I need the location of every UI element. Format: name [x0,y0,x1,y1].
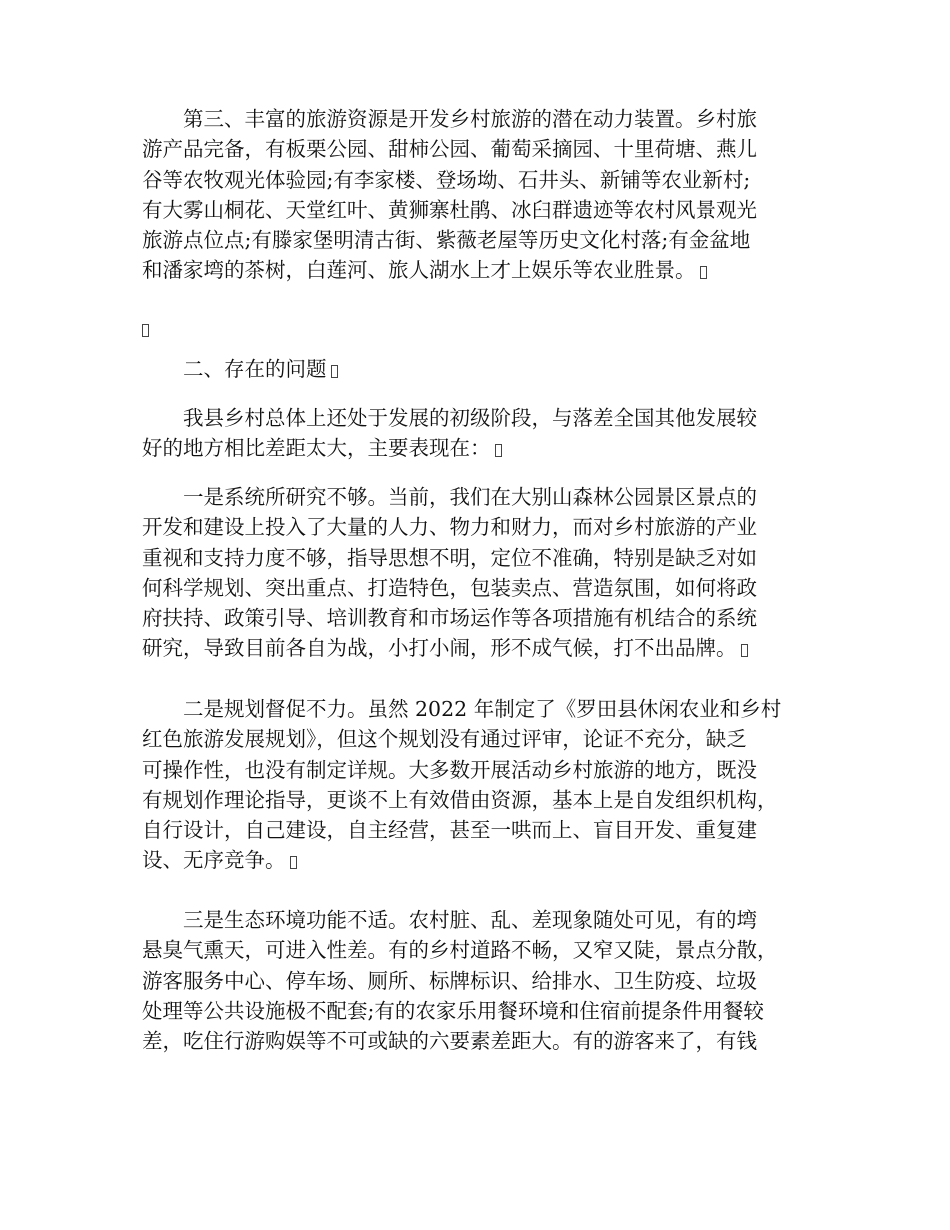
text-line: 有规划作理论指导，更谈不上有效借由资源，基本上是自发组织机构， [142,787,778,812]
paragraph-environment [142,905,832,1056]
text-line: 游客服务中心、停车场、厕所、标牌标识、给排水、卫生防疫、垃圾 [142,968,757,993]
text-line: 研究，导致目前各自为战，小打小闹，形不成气候，打不出品牌。 [142,633,832,663]
paragraph-mark-icon [741,644,748,657]
paragraph-mark-icon [700,266,707,279]
text-line: 好的地方相比差距太大，主要表现在： [142,433,832,463]
text-line: 何科学规划、突出重点、打造特色，包装卖点、营造氛围，如何将政 [142,575,757,600]
text-line: 处理等公共设施极不配套;有的农家乐用餐环境和住宿前提条件用餐较 [142,998,764,1023]
paragraph-planning [142,694,832,876]
text-line: 一是系统所研究不够。当前，我们在大别山森林公园景区景点的 [183,485,757,509]
paragraph-mark-icon [331,365,338,378]
text-line: 悬臭气熏天，可进入性差。有的乡村道路不畅，又窄又陡，景点分散， [142,938,778,963]
paragraph-mark-icon [290,856,297,869]
paragraph-mark-icon [142,324,149,337]
text-line: 游产品完备，有板栗公园、甜柿公园、葡萄采摘园、十里荷塘、燕儿 [142,137,757,162]
text-line: 我县乡村总体上还处于发展的初级阶段，与落差全国其他发展较 [183,406,757,430]
text-line: 开发和建设上投入了大量的人力、物力和财力，而对乡村旅游的产业 [142,515,757,540]
heading-line: 二、存在的问题 [142,354,832,384]
text-line: 第三、丰富的旅游资源是开发乡村旅游的潜在动力装置。乡村旅 [183,107,757,131]
paragraph-overview [142,403,832,464]
text-line: 和潘家塆的茶树，白莲河、旅人湖水上才上娱乐等农业胜景。 [142,255,832,285]
paragraph-tourism-resources [142,104,832,286]
text-line: 可操作性，也没有制定详规。大多数开展活动乡村旅游的地方，既没 [142,757,757,782]
text-line: 谷等农牧观光体验园;有李家楼、登场坳、石井头、新铺等农业新村; [142,167,751,192]
text-line: 差，吃住行游购娱等不可或缺的六要素差距大。有的游客来了，有钱 [142,1029,757,1054]
paragraph-mark-icon [495,444,502,457]
text-line: 旅游点位点;有滕家堡明清古街、紫薇老屋等历史文化村落;有金盆地 [142,228,751,253]
text-line: 二是规划督促不力。虽然 2022 年制定了《罗田县休闲农业和乡村 [183,697,782,721]
text-line: 有大雾山桐花、天堂红叶、黄狮寨杜鹃、冰臼群遗迹等农村风景观光 [142,197,757,222]
section-heading [142,354,832,384]
text-line: 重视和支持力度不够，指导思想不明，定位不准确，特别是缺乏对如 [142,545,757,570]
text-line: 府扶持、政策引导、培训教育和市场运作等各项措施有机结合的系统 [142,606,757,631]
text-line: 设、无序竞争。 [142,845,832,875]
paragraph-research [142,482,832,664]
text-line: 三是生态环境功能不适。农村脏、乱、差现象随处可见，有的塆 [183,908,757,932]
text-line: 红色旅游发展规划》，但这个规划没有通过评审，论证不充分，缺乏 [142,727,747,752]
text-line: 自行设计，自己建设，自主经营，甚至一哄而上、盲目开发、重复建 [142,818,757,843]
